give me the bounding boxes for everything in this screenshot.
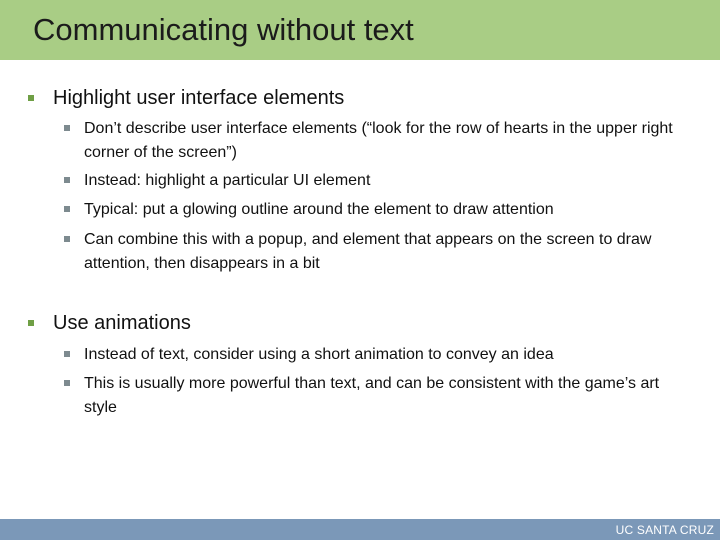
square-bullet-icon — [28, 95, 34, 101]
list-item — [64, 117, 674, 165]
list-item-text: Don’t describe user interface elements (“look for the row of hearts in the upper right corner of the screen”) — [84, 120, 673, 161]
list-item-text: Typical: put a glowing outline around the element to draw attention — [84, 201, 554, 218]
list-item-text: Instead: highlight a particular UI element — [84, 172, 371, 189]
list-item — [64, 343, 674, 367]
title-bar — [0, 0, 720, 60]
square-bullet-icon — [64, 351, 70, 357]
list-item-text: This is usually more powerful than text, and can be consistent with the game’s art style — [84, 375, 660, 416]
slide-title: Communicating without text — [33, 12, 414, 47]
square-bullet-icon — [64, 125, 70, 131]
square-bullet-icon — [28, 320, 34, 326]
list-item — [64, 169, 674, 193]
list-item — [64, 198, 674, 222]
list-item — [64, 228, 674, 276]
square-bullet-icon — [64, 206, 70, 212]
list-item — [64, 372, 674, 420]
section-heading-text: Use animations — [53, 312, 191, 334]
square-bullet-icon — [64, 236, 70, 242]
footer-bar — [0, 519, 720, 540]
footer-institution: UC SANTA CRUZ — [615, 523, 714, 537]
square-bullet-icon — [64, 177, 70, 183]
square-bullet-icon — [64, 380, 70, 386]
list-item-text: Instead of text, consider using a short animation to convey an idea — [84, 346, 554, 363]
list-item-text: Can combine this with a popup, and element that appears on the screen to draw attention, then disappears in a bit — [84, 231, 652, 272]
section-heading-text: Highlight user interface elements — [53, 87, 345, 109]
